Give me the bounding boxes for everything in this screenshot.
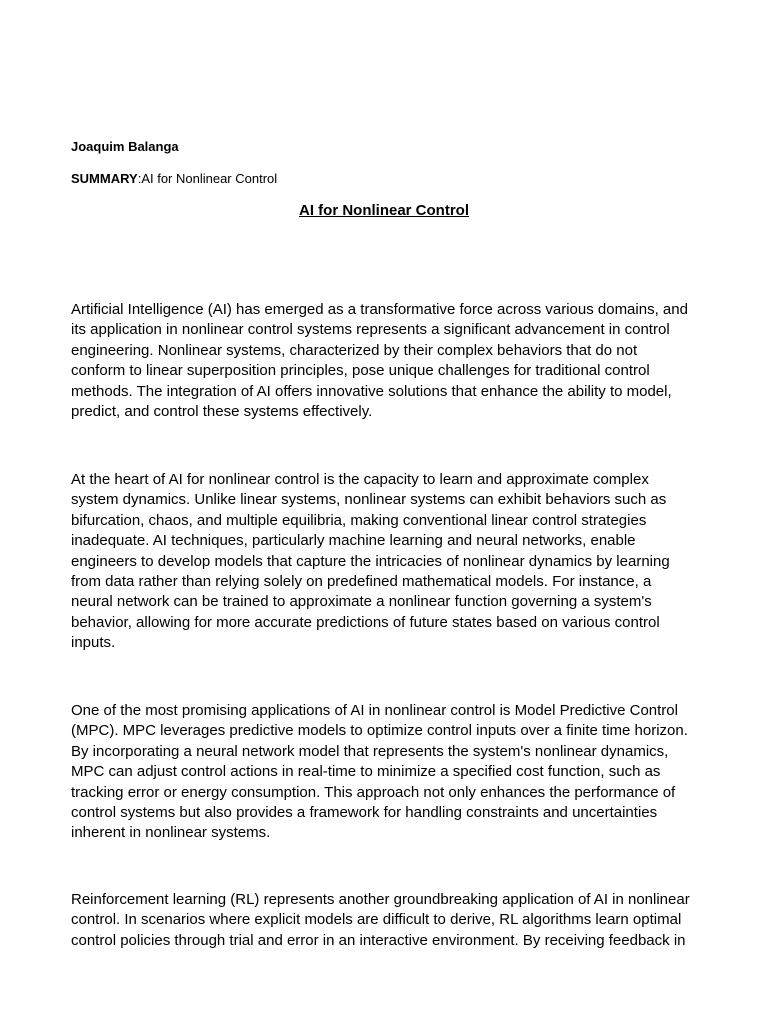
- paragraph-line: control policies through trial and error in an interactive environment. By receiving feedback in: [71, 931, 686, 949]
- paragraph-line: By incorporating a neural network model that represents the system's nonlinear dynamics,: [71, 742, 669, 760]
- document-title: AI for Nonlinear Control: [299, 202, 469, 219]
- summary-separator: :: [137, 171, 142, 186]
- paragraph-line: its application in nonlinear control systems represents a significant advancement in control: [71, 321, 670, 339]
- paragraph-line: One of the most promising applications of AI in nonlinear control is Model Predictive Control: [71, 702, 678, 719]
- paragraph-line: from data rather than relying solely on predefined mathematical models. For instance, a: [71, 573, 652, 591]
- author-name: Joaquim Balanga: [71, 139, 179, 154]
- paragraph-line: methods. The integration of AI offers innovative solutions that enhance the ability to model,: [71, 382, 672, 400]
- paragraph-line: control systems but also provides a framework for handling constraints and uncertainties: [71, 804, 658, 822]
- paragraph-line: behavior, allowing for more accurate predictions of future states based on various control: [71, 613, 660, 631]
- paragraph-line: MPC can adjust control actions in real-time to minimize a specified cost function, such as: [71, 763, 661, 781]
- paragraph-line: neural network can be trained to approximate a nonlinear function governing a system's: [71, 593, 652, 611]
- paragraph-line: tracking error or energy consumption. This approach not only enhances the performance of: [71, 783, 676, 801]
- paragraph-line: conform to linear superposition principles, pose unique challenges for traditional control: [71, 362, 650, 380]
- paragraph-line: engineers to develop models that capture the intricacies of nonlinear dynamics by learning: [71, 552, 670, 570]
- paragraph-line: control. In scenarios where explicit models are difficult to derive, RL algorithms learn optimal: [71, 911, 682, 929]
- paragraph-line: predict, and control these systems effectively.: [71, 403, 373, 421]
- paragraph-line: inherent in nonlinear systems.: [71, 824, 271, 842]
- paragraph-line: engineering. Nonlinear systems, characterized by their complex behaviors that do not: [71, 341, 638, 359]
- paragraph-line: inadequate. AI techniques, particularly machine learning and neural networks, enable: [71, 532, 636, 550]
- paragraph-line: (MPC). MPC leverages predictive models to optimize control inputs over a finite time horizon.: [71, 722, 688, 740]
- summary-line: [71, 171, 277, 187]
- paragraph-line: inputs.: [71, 634, 116, 652]
- paragraph-line: Reinforcement learning (RL) represents another groundbreaking application of AI in nonlinear: [71, 891, 690, 908]
- paragraph-line: system dynamics. Unlike linear systems, nonlinear systems can exhibit behaviors such as: [71, 491, 667, 509]
- paragraph-line: Artificial Intelligence (AI) has emerged as a transformative force across various domains, and: [71, 301, 688, 318]
- paragraph-line: At the heart of AI for nonlinear control is the capacity to learn and approximate complex: [71, 471, 649, 488]
- paragraph-intro: [71, 300, 697, 422]
- summary-label: SUMMARY: [71, 171, 138, 186]
- paragraph-system-dynamics: [71, 470, 697, 654]
- summary-text: AI for Nonlinear Control: [141, 171, 278, 186]
- paragraph-reinforcement-learning: [71, 890, 697, 951]
- paragraph-line: bifurcation, chaos, and multiple equilibria, making conventional linear control strategies: [71, 511, 647, 529]
- paragraph-mpc: [71, 701, 697, 844]
